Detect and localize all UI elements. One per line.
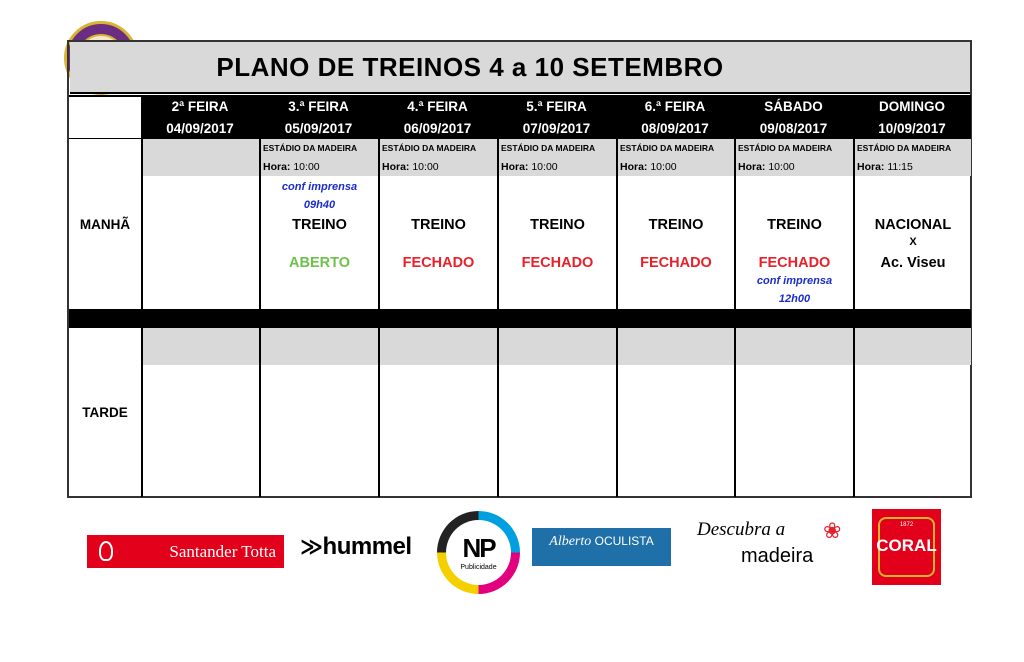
day-header-wed — [378, 95, 497, 139]
chevron-icon: ≫ — [300, 534, 323, 559]
session-type: TREINO — [648, 217, 704, 233]
venue-label: ESTÁDIO DA MADEIRA — [857, 143, 952, 153]
santander-text: Santander Totta — [169, 542, 276, 561]
day-name: 3.ª FEIRA — [288, 99, 349, 114]
venue-label: ESTÁDIO DA MADEIRA — [382, 143, 477, 153]
flame-icon — [99, 541, 113, 561]
morning-cell-sat — [734, 139, 853, 309]
hora-label: Hora: — [857, 161, 885, 173]
time-value: 10:00 — [293, 161, 320, 173]
alberto-oculista: OCULISTA — [594, 534, 654, 548]
match-home-team: NACIONAL — [874, 217, 952, 233]
afternoon-cell-sat — [734, 328, 853, 497]
hora-label: Hora: — [263, 161, 291, 173]
madeira-line2: madeira — [741, 545, 814, 567]
cell-shade — [143, 139, 259, 176]
hora-label: Hora: — [382, 161, 410, 173]
day-date: 06/09/2017 — [403, 121, 472, 136]
time-value: 10:00 — [412, 161, 439, 173]
morning-cell-mon — [141, 139, 259, 309]
session-time — [857, 161, 913, 173]
cell-shade — [736, 328, 853, 365]
press-conference-note — [261, 178, 378, 214]
afternoon-cell-sun — [853, 328, 971, 497]
cell-shade — [618, 328, 734, 365]
coral-year: 1872 — [899, 522, 914, 528]
venue-label: ESTÁDIO DA MADEIRA — [501, 143, 596, 153]
day-date: 05/09/2017 — [284, 121, 353, 136]
time-value: 10:00 — [531, 161, 558, 173]
day-header-sun — [853, 95, 971, 139]
morning-cell-thu — [497, 139, 616, 309]
conf-time: 09h40 — [303, 199, 336, 211]
afternoon-cell-fri — [616, 328, 734, 497]
session-time — [501, 161, 558, 173]
session-time — [738, 161, 795, 173]
venue-label: ESTÁDIO DA MADEIRA — [263, 143, 358, 153]
session-type: TREINO — [767, 217, 822, 233]
day-date: 04/09/2017 — [166, 121, 234, 136]
conf-label: conf imprensa — [756, 275, 833, 287]
header-corner-blank — [69, 97, 141, 138]
day-name: SÁBADO — [764, 99, 823, 114]
morning-cell-sun — [853, 139, 971, 309]
row-separator — [69, 309, 971, 328]
flower-icon: ❀ — [823, 518, 842, 543]
session-time — [263, 161, 320, 173]
day-name: 6.ª FEIRA — [644, 99, 706, 114]
cell-shade — [143, 328, 259, 365]
session-status-closed: FECHADO — [402, 255, 475, 271]
day-date: 08/09/2017 — [641, 121, 709, 136]
match-vs: X — [909, 236, 917, 248]
session-time — [620, 161, 677, 173]
alberto-title — [532, 534, 671, 550]
match-away-team: Ac. Viseu — [880, 255, 946, 271]
afternoon-cell-wed — [378, 328, 497, 497]
day-name: 4.ª FEIRA — [407, 99, 468, 114]
cell-shade — [855, 328, 971, 365]
hummel-logo — [300, 533, 412, 561]
session-status-closed: FECHADO — [640, 255, 712, 271]
venue-label: ESTÁDIO DA MADEIRA — [738, 143, 833, 153]
time-value: 11:15 — [887, 161, 913, 173]
row-label-afternoon: TARDE — [82, 405, 128, 420]
coral-text: CORAL — [876, 536, 937, 555]
session-status-closed: FECHADO — [758, 255, 831, 271]
time-value: 10:00 — [768, 161, 795, 173]
morning-cell-tue — [259, 139, 378, 309]
afternoon-cell-tue — [259, 328, 378, 497]
day-name: DOMINGO — [879, 99, 945, 114]
session-time — [382, 161, 439, 173]
day-header-tue — [259, 95, 378, 139]
day-name: 5.ª FEIRA — [526, 99, 587, 114]
np-publicidade-logo — [437, 511, 520, 594]
morning-cell-fri — [616, 139, 734, 309]
day-header-sat — [734, 95, 853, 139]
day-date: 10/09/2017 — [878, 121, 946, 136]
hora-label: Hora: — [620, 161, 648, 173]
day-date: 07/09/2017 — [522, 121, 591, 136]
np-sub-text: Publicidade — [460, 564, 497, 571]
conf-time: 12h00 — [778, 293, 811, 305]
day-date: 09/08/2017 — [759, 121, 828, 136]
cell-shade — [261, 328, 378, 365]
coral-logo — [872, 509, 941, 585]
session-type: TREINO — [411, 217, 466, 233]
descubra-madeira-logo — [697, 519, 853, 569]
press-conference-note — [736, 272, 853, 308]
alberto-name: Alberto — [549, 534, 592, 549]
np-text: NP — [462, 533, 495, 563]
day-header-mon — [141, 95, 259, 139]
day-header-fri — [616, 95, 734, 139]
hora-label: Hora: — [501, 161, 529, 173]
session-type: TREINO — [530, 217, 585, 233]
santander-logo — [87, 535, 284, 568]
alberto-oculista-logo — [532, 528, 671, 566]
hummel-text: hummel — [322, 533, 412, 560]
session-status-open: ABERTO — [289, 255, 350, 271]
venue-label: ESTÁDIO DA MADEIRA — [620, 143, 715, 153]
afternoon-cell-mon — [141, 328, 259, 497]
session-status-closed: FECHADO — [521, 255, 594, 271]
cell-shade — [499, 328, 616, 365]
np-inner — [446, 520, 511, 585]
row-label-morning: MANHÃ — [79, 217, 131, 232]
morning-cell-wed — [378, 139, 497, 309]
conf-label: conf imprensa — [281, 181, 358, 193]
afternoon-cell-thu — [497, 328, 616, 497]
madeira-line1: Descubra a — [697, 519, 786, 540]
page-title: PLANO DE TREINOS 4 a 10 SETEMBRO — [216, 52, 724, 82]
day-name: 2ª FEIRA — [171, 99, 229, 114]
time-value: 10:00 — [650, 161, 677, 173]
day-header-thu — [497, 95, 616, 139]
cell-shade — [380, 328, 497, 365]
session-type: TREINO — [292, 217, 347, 233]
hora-label: Hora: — [738, 161, 766, 173]
